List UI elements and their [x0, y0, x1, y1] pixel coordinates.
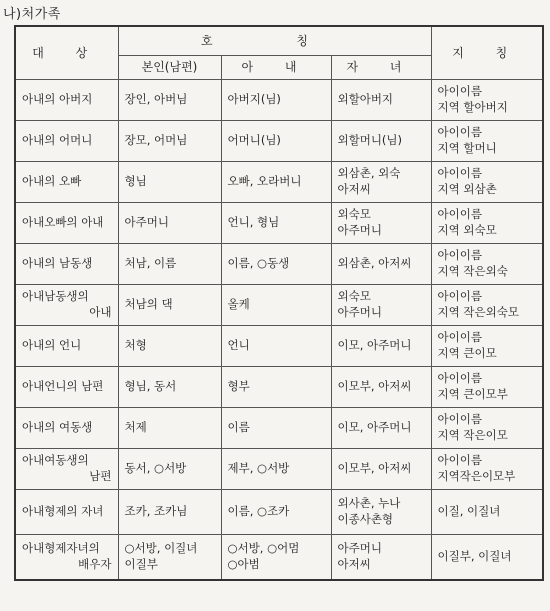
- cell-target: [15, 244, 118, 285]
- cell-reference-line: 지역작은이모부: [437, 469, 516, 483]
- table-row: [15, 244, 543, 285]
- cell-wife-line: 제부, ○서방: [227, 461, 290, 476]
- cell-children-line: 외숙모: [337, 207, 371, 222]
- cell-reference-line: 지역 큰이모: [437, 346, 497, 360]
- cell-reference-line: 지역 작은이모: [437, 428, 508, 442]
- cell-children-line: 외삼촌, 외숙: [337, 166, 401, 181]
- cell-children-line: 외삼촌, 아저씨: [337, 256, 412, 271]
- in-law-terms-table: [14, 25, 544, 581]
- cell-wife-line: 어머니(님): [227, 133, 281, 148]
- cell-reference-line: 지역 큰이모부: [437, 387, 508, 401]
- cell-wife-line: ○서방, ○어멈: [227, 541, 300, 556]
- cell-children: [331, 285, 431, 326]
- cell-wife-line: 올케: [227, 297, 250, 312]
- cell-reference-line: 아이이름: [437, 453, 482, 468]
- cell-wife-line: 이름, ○동생: [227, 256, 290, 271]
- cell-children-line: 외할아버지: [337, 92, 394, 107]
- cell-reference: [431, 203, 543, 244]
- cell-children-line: 아저씨: [337, 557, 371, 571]
- cell-target-line: 아내형제의 자녀: [22, 504, 104, 519]
- cell-husband: [118, 408, 221, 449]
- cell-husband-line: 처남의 댁: [124, 297, 173, 312]
- table-row: [15, 121, 543, 162]
- cell-target-line: 남편: [89, 469, 112, 483]
- cell-target: [15, 121, 118, 162]
- cell-reference-line: 아이이름: [437, 412, 482, 427]
- cell-husband: [118, 285, 221, 326]
- cell-husband-line: 장모, 어머님: [124, 133, 188, 148]
- section-title: 나)처가족: [3, 7, 61, 22]
- table-row: [15, 490, 543, 535]
- table-row: [15, 162, 543, 203]
- cell-target-line: 아내언니의 남편: [22, 379, 104, 394]
- cell-reference-line: 지역 작은외숙: [437, 264, 508, 278]
- cell-children: [331, 326, 431, 367]
- cell-reference-line: 지역 외숙모: [437, 223, 497, 237]
- cell-reference-line: 아이이름: [437, 289, 482, 304]
- cell-wife-line: 이름, ○조카: [227, 504, 290, 519]
- cell-target: [15, 326, 118, 367]
- cell-children-line: 이모부, 아저씨: [337, 379, 412, 394]
- cell-wife: [221, 121, 331, 162]
- cell-reference-line: 지역 할아버지: [437, 100, 508, 114]
- table-row: [15, 203, 543, 244]
- cell-husband-line: 처남, 이름: [124, 256, 177, 271]
- cell-target: [15, 490, 118, 535]
- cell-target-line: 아내의 언니: [22, 338, 82, 353]
- header-reference: 지 칭: [431, 26, 543, 80]
- cell-children: [331, 121, 431, 162]
- cell-reference: [431, 244, 543, 285]
- cell-wife-line: 형부: [227, 379, 250, 394]
- cell-wife-line: ○아범: [227, 557, 260, 571]
- cell-husband: [118, 244, 221, 285]
- cell-husband-line: 형님: [124, 174, 147, 189]
- cell-children: [331, 408, 431, 449]
- cell-reference: [431, 408, 543, 449]
- cell-wife: [221, 490, 331, 535]
- cell-husband-line: 처형: [124, 338, 147, 353]
- table-row: [15, 285, 543, 326]
- cell-children: [331, 367, 431, 408]
- header-children: 자 녀: [331, 56, 431, 80]
- cell-reference: [431, 449, 543, 490]
- cell-children-line: 이모, 아주머니: [337, 338, 412, 353]
- cell-children: [331, 535, 431, 581]
- cell-wife: [221, 162, 331, 203]
- cell-husband: [118, 326, 221, 367]
- cell-children-line: 아주머니: [337, 223, 382, 237]
- cell-children-line: 아저씨: [337, 182, 371, 196]
- cell-husband: [118, 490, 221, 535]
- cell-wife: [221, 408, 331, 449]
- cell-reference-line: 아이이름: [437, 207, 482, 222]
- cell-target-line: 아내의 아버지: [22, 92, 93, 107]
- cell-target: [15, 535, 118, 581]
- header-husband: 본인(남편): [118, 56, 221, 80]
- cell-husband-line: 동서, ○서방: [124, 461, 187, 476]
- cell-target-line: 아내: [89, 305, 112, 319]
- cell-reference-line: 지역 작은외숙모: [437, 305, 519, 319]
- cell-target-line: 배우자: [78, 557, 112, 571]
- cell-target-line: 아내의 오빠: [22, 174, 82, 189]
- cell-children: [331, 162, 431, 203]
- cell-husband-line: 조카, 조카님: [124, 504, 188, 519]
- cell-children-line: 외할머니(님): [337, 133, 403, 148]
- table-row: [15, 535, 543, 581]
- cell-wife: [221, 285, 331, 326]
- cell-husband-line: ○서방, 이질녀: [124, 541, 198, 556]
- cell-wife: [221, 449, 331, 490]
- cell-target: [15, 449, 118, 490]
- cell-wife: [221, 367, 331, 408]
- table-row: [15, 80, 543, 121]
- cell-reference: [431, 367, 543, 408]
- cell-children: [331, 449, 431, 490]
- cell-target-line: 아내형제자녀의: [22, 541, 100, 556]
- cell-reference-line: 아이이름: [437, 84, 482, 99]
- cell-husband: [118, 535, 221, 581]
- cell-husband: [118, 80, 221, 121]
- cell-wife: [221, 244, 331, 285]
- cell-reference-line: 아이이름: [437, 166, 482, 181]
- cell-wife-line: 오빠, 오라버니: [227, 174, 302, 189]
- cell-husband-line: 형님, 동서: [124, 379, 177, 394]
- cell-wife-line: 언니: [227, 338, 250, 353]
- cell-reference: [431, 80, 543, 121]
- cell-target: [15, 367, 118, 408]
- cell-target: [15, 162, 118, 203]
- cell-reference: [431, 285, 543, 326]
- cell-children-line: 이모, 아주머니: [337, 420, 412, 435]
- cell-children: [331, 80, 431, 121]
- cell-reference-line: 지역 외삼촌: [437, 182, 497, 196]
- cell-children: [331, 244, 431, 285]
- cell-target-line: 아내여동생의: [22, 453, 89, 468]
- cell-reference-line: 아이이름: [437, 248, 482, 263]
- cell-children-line: 이종사촌형: [337, 512, 394, 526]
- cell-children-line: 외숙모: [337, 289, 371, 304]
- cell-target-line: 아내의 여동생: [22, 420, 93, 435]
- cell-wife: [221, 80, 331, 121]
- cell-target-line: 아내의 어머니: [22, 133, 93, 148]
- cell-reference-line: 이질, 이질녀: [437, 504, 501, 519]
- cell-target: [15, 80, 118, 121]
- table-row: [15, 408, 543, 449]
- cell-reference: [431, 162, 543, 203]
- cell-reference: [431, 490, 543, 535]
- cell-wife-line: 아버지(님): [227, 92, 281, 107]
- cell-children-line: 아주머니: [337, 541, 382, 556]
- cell-target-line: 아내의 남동생: [22, 256, 93, 271]
- cell-children-line: 아주머니: [337, 305, 382, 319]
- cell-wife: [221, 203, 331, 244]
- cell-wife: [221, 535, 331, 581]
- cell-husband: [118, 162, 221, 203]
- cell-husband: [118, 121, 221, 162]
- table-row: [15, 326, 543, 367]
- cell-reference-line: 아이이름: [437, 330, 482, 345]
- cell-target-line: 아내남동생의: [22, 289, 89, 304]
- cell-wife-line: 언니, 형님: [227, 215, 280, 230]
- cell-husband: [118, 367, 221, 408]
- header-wife: 아 내: [221, 56, 331, 80]
- cell-husband-line: 장인, 아버님: [124, 92, 188, 107]
- header-address-group: 호 칭: [118, 26, 431, 56]
- cell-reference-line: 아이이름: [437, 371, 482, 386]
- cell-husband: [118, 203, 221, 244]
- cell-wife: [221, 326, 331, 367]
- table-row: [15, 367, 543, 408]
- cell-reference-line: 이질부, 이질녀: [437, 549, 512, 564]
- cell-wife-line: 이름: [227, 420, 250, 435]
- cell-husband-line: 이질부: [124, 557, 158, 571]
- cell-children: [331, 203, 431, 244]
- table-row: [15, 449, 543, 490]
- cell-children-line: 외사촌, 누나: [337, 496, 401, 511]
- cell-reference: [431, 535, 543, 581]
- cell-reference-line: 지역 할머니: [437, 141, 497, 155]
- header-target: 대 상: [15, 26, 118, 80]
- cell-children: [331, 490, 431, 535]
- cell-target: [15, 285, 118, 326]
- cell-target-line: 아내오빠의 아내: [22, 215, 104, 230]
- cell-children-line: 이모부, 아저씨: [337, 461, 412, 476]
- cell-target: [15, 203, 118, 244]
- table-body: [15, 80, 543, 581]
- cell-reference-line: 아이이름: [437, 125, 482, 140]
- cell-husband-line: 아주머니: [124, 215, 169, 230]
- cell-reference: [431, 121, 543, 162]
- cell-husband-line: 처제: [124, 420, 147, 435]
- cell-reference: [431, 326, 543, 367]
- cell-target: [15, 408, 118, 449]
- cell-husband: [118, 449, 221, 490]
